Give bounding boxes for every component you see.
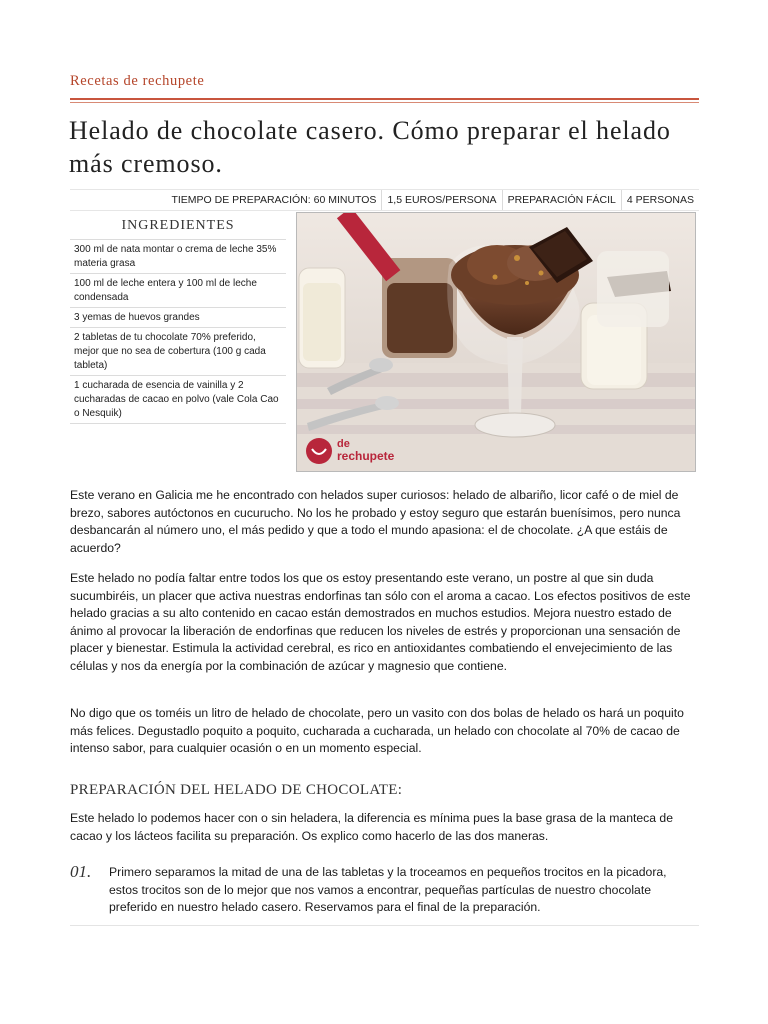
step-divider xyxy=(70,925,699,926)
article-paragraph: Este verano en Galicia me he encontrado con helados super curiosos: helado de albariño, licor café o de miel de brezo, sabores autóctonos en cucurucho. No los he probado y estoy seguro que estarán buenísimos, pero nunca desbancarán al número uno, el más pedido y que a todo el mundo apasiona: el de chocolate. ¿A que estáis de acuerdo? xyxy=(70,488,681,555)
site-title[interactable]: Recetas de rechupete xyxy=(70,73,205,89)
meta-cost: 1,5 EUROS/PERSONA xyxy=(381,190,501,210)
watermark-rechupete: rechupete xyxy=(337,449,395,463)
ingredients-heading: INGREDIENTES xyxy=(70,213,286,240)
ingredient-item: 1 cucharada de esencia de vainilla y 2 cucharadas de cacao en polvo (vale Cola Cao o Nesquik) xyxy=(70,376,286,424)
step-text: Primero separamos la mitad de una de las tabletas y la troceamos en pequeños trocitos en la picadora, estos trocitos son de lo mejor que nos vamos a encontrar, pequeñas partículas de nuestro chocolate preferido en nuestro helado casero. Reservamos para el final de la preparación. xyxy=(109,865,667,914)
ice-cream-illustration xyxy=(297,213,695,471)
ingredients-panel xyxy=(70,213,286,424)
watermark-de: de xyxy=(337,438,350,450)
ingredient-item: 100 ml de leche entera y 100 ml de leche condensada xyxy=(70,274,286,308)
recipe-photo xyxy=(296,212,696,472)
section-heading: PREPARACIÓN DEL HELADO DE CHOCOLATE: xyxy=(70,782,403,798)
article-paragraph: Este helado no podía faltar entre todos los que os estoy presentando este verano, un postre al que sin duda sucumbiréis, un placer que activa nuestras endorfinas tan sólo con el aroma a cacao. Los efectos positivos de este helado gracias a su alto contenido en cacao están demostrados en muchos estudios. Mejora nuestro estado de ánimo al provocar la liberación de endorfinas que reducen los niveles de estrés y proporcionan una sensación de placer y bienestar. Estimula la actividad cerebral, es rico en antioxidantes combatiendo el envejecimiento de las células y nos da energía por la combinación de azúcar y magnesio que contiene. xyxy=(70,571,691,673)
ingredients-list xyxy=(70,240,286,424)
step-number: 01. xyxy=(70,862,92,881)
meta-prep-time: TIEMPO DE PREPARACIÓN: 60 MINUTOS xyxy=(171,194,377,206)
ingredient-item: 3 yemas de huevos grandes xyxy=(70,308,286,328)
recipe-meta-bar xyxy=(70,189,699,211)
page-title: Helado de chocolate casero. Cómo preparar el helado más cremoso. xyxy=(69,116,671,178)
meta-difficulty: PREPARACIÓN FÁCIL xyxy=(502,190,621,210)
section-intro: Este helado lo podemos hacer con o sin heladera, la diferencia es mínima pues la base grasa de la manteca de cacao y los lácteos facilita su preparación. Os explico como hacerlo de las dos maneras. xyxy=(70,811,673,843)
meta-servings: 4 PERSONAS xyxy=(621,190,699,210)
ingredient-item: 2 tabletas de tu chocolate 70% preferido, mejor que no sea de cobertura (100 g cada tableta) xyxy=(70,328,286,376)
article-paragraph: No digo que os toméis un litro de helado de chocolate, pero un vasito con dos bolas de helado os hará un poquito más felices. Degustadlo poquito a poquito, cucharada a cucharada, un helado con chocolate al 70% de cacao de intenso sabor, para cualquier ocasión o en un momento especial. xyxy=(70,706,684,755)
header-rule xyxy=(70,98,699,100)
header-rule-thin xyxy=(70,102,699,103)
ingredient-item: 300 ml de nata montar o crema de leche 35% materia grasa xyxy=(70,240,286,274)
